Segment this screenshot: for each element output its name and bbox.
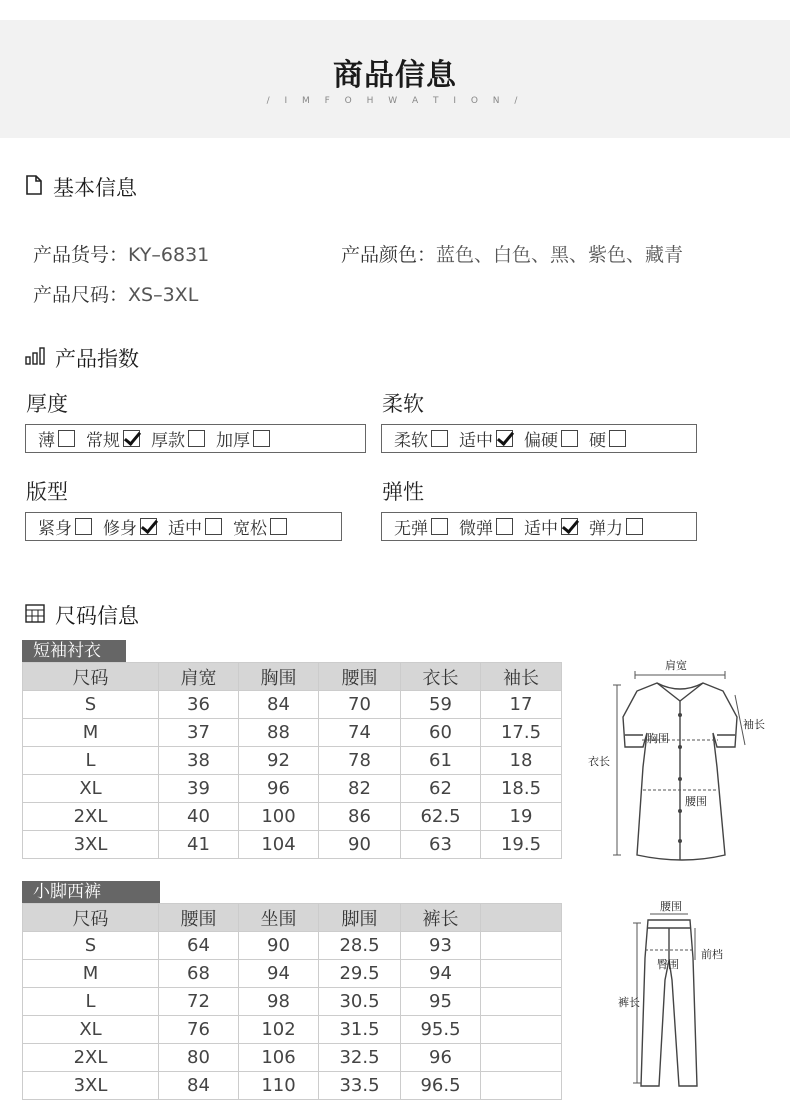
checkbox-checked-icon[interactable] <box>496 430 513 447</box>
table-cell: 2XL <box>23 803 159 831</box>
table-cell: 33.5 <box>319 1072 401 1100</box>
size-info-heading: 尺码信息 <box>25 600 139 630</box>
index-option[interactable] <box>459 514 513 539</box>
table-cell: 37 <box>159 719 239 747</box>
table-cell <box>481 1016 562 1044</box>
table-cell: 19 <box>481 803 562 831</box>
index-group-options <box>25 424 366 453</box>
table-cell: 94 <box>239 960 319 988</box>
table-cell: 95.5 <box>401 1016 481 1044</box>
table-cell: 41 <box>159 831 239 859</box>
table-cell: 32.5 <box>319 1044 401 1072</box>
table-cell: 90 <box>319 831 401 859</box>
table-row <box>23 803 562 831</box>
table-cell: 96 <box>401 1044 481 1072</box>
checkbox-checked-icon[interactable] <box>561 518 578 535</box>
table-header-cell: 尺码 <box>23 663 159 691</box>
table-cell: 62 <box>401 775 481 803</box>
checkbox-checked-icon[interactable] <box>140 518 157 535</box>
index-option-label: 适中 <box>168 519 202 539</box>
shirt-label-waist: 腰围 <box>685 795 707 808</box>
index-option-label: 适中 <box>524 519 558 539</box>
table-cell: 63 <box>401 831 481 859</box>
index-option[interactable] <box>216 426 270 451</box>
table-cell: M <box>23 719 159 747</box>
size-range-field: 产品尺码：XS–3XL <box>33 284 199 306</box>
table-cell: 31.5 <box>319 1016 401 1044</box>
index-option-label: 硬 <box>589 431 606 451</box>
table-cell <box>481 988 562 1016</box>
table-cell <box>481 960 562 988</box>
index-option-label: 加厚 <box>216 431 250 451</box>
table-cell: 88 <box>239 719 319 747</box>
page-title: 商品信息 <box>333 58 457 93</box>
shirt-label-shoulder: 肩宽 <box>665 659 687 672</box>
calendar-grid-icon <box>25 603 45 628</box>
index-option[interactable] <box>233 514 287 539</box>
table-cell: 62.5 <box>401 803 481 831</box>
table-header-cell: 坐围 <box>239 904 319 932</box>
checkbox-empty-icon[interactable] <box>609 430 626 447</box>
index-option-label: 厚款 <box>151 431 185 451</box>
table-cell: 28.5 <box>319 932 401 960</box>
table-cell: 18 <box>481 747 562 775</box>
index-option-label: 宽松 <box>233 519 267 539</box>
index-option-label: 薄 <box>38 431 55 451</box>
table-cell: 40 <box>159 803 239 831</box>
table-header-cell: 腰围 <box>159 904 239 932</box>
shirt-diagram <box>585 655 785 870</box>
table-cell: 64 <box>159 932 239 960</box>
index-option-label: 适中 <box>459 431 493 451</box>
pants-diagram <box>615 898 740 1093</box>
table-cell: 59 <box>401 691 481 719</box>
index-option[interactable] <box>168 514 222 539</box>
table-cell: 29.5 <box>319 960 401 988</box>
checkbox-empty-icon[interactable] <box>253 430 270 447</box>
table-cell: 98 <box>239 988 319 1016</box>
table-cell: 110 <box>239 1072 319 1100</box>
table-cell: XL <box>23 775 159 803</box>
table-cell: 104 <box>239 831 319 859</box>
table-cell <box>481 1072 562 1100</box>
index-group-label: 柔软 <box>382 392 424 416</box>
pants-label-waist: 腰围 <box>660 900 682 913</box>
checkbox-empty-icon[interactable] <box>496 518 513 535</box>
pants-tag: 小脚西裤 <box>22 881 160 903</box>
sku-field: 产品货号：KY–6831 <box>33 244 210 266</box>
index-option[interactable] <box>394 514 448 539</box>
table-cell: 39 <box>159 775 239 803</box>
shirt-size-table <box>22 662 562 859</box>
index-group-label: 弹性 <box>382 480 424 504</box>
table-cell: 102 <box>239 1016 319 1044</box>
index-option-label: 无弹 <box>394 519 428 539</box>
table-header-cell: 胸围 <box>239 663 319 691</box>
table-cell: 68 <box>159 960 239 988</box>
table-cell: 96.5 <box>401 1072 481 1100</box>
index-option[interactable] <box>589 514 643 539</box>
table-cell: 96 <box>239 775 319 803</box>
pants-label-hip: 臀围 <box>657 958 679 971</box>
color-field: 产品颜色：蓝色、白色、黑、紫色、藏青 <box>341 244 684 266</box>
index-option[interactable] <box>103 514 157 539</box>
table-cell: 82 <box>319 775 401 803</box>
table-cell: 17.5 <box>481 719 562 747</box>
pants-size-table <box>22 903 562 1100</box>
index-option[interactable] <box>38 514 92 539</box>
table-cell: 76 <box>159 1016 239 1044</box>
table-cell: 95 <box>401 988 481 1016</box>
table-cell: 80 <box>159 1044 239 1072</box>
table-cell: 74 <box>319 719 401 747</box>
table-cell: 19.5 <box>481 831 562 859</box>
table-row <box>23 932 562 960</box>
index-option[interactable] <box>38 426 75 451</box>
page-subtitle: / I M F O H W A T I O N / <box>266 96 524 106</box>
table-header-row <box>23 663 562 691</box>
table-header-cell: 腰围 <box>319 663 401 691</box>
index-option-label: 弹力 <box>589 519 623 539</box>
table-cell: L <box>23 747 159 775</box>
index-group-options <box>381 512 697 541</box>
product-index-heading: 产品指数 <box>25 343 139 373</box>
table-cell: 60 <box>401 719 481 747</box>
table-cell: 90 <box>239 932 319 960</box>
table-header-cell <box>481 904 562 932</box>
index-option[interactable] <box>151 426 205 451</box>
index-option[interactable] <box>459 426 513 451</box>
table-row <box>23 719 562 747</box>
shirt-label-chest: 胸围 <box>647 732 669 745</box>
table-cell: 61 <box>401 747 481 775</box>
table-cell: 3XL <box>23 1072 159 1100</box>
index-group-options <box>25 512 342 541</box>
index-group-label: 版型 <box>26 480 68 504</box>
index-option[interactable] <box>524 426 578 451</box>
table-cell: 36 <box>159 691 239 719</box>
pants-label-rise: 前档 <box>701 948 723 961</box>
index-option-label: 偏硬 <box>524 431 558 451</box>
table-row <box>23 988 562 1016</box>
index-option[interactable] <box>524 514 578 539</box>
table-cell: 78 <box>319 747 401 775</box>
table-row <box>23 691 562 719</box>
table-cell: 93 <box>401 932 481 960</box>
table-cell: 84 <box>159 1072 239 1100</box>
table-cell <box>481 1044 562 1072</box>
table-cell: 100 <box>239 803 319 831</box>
checkbox-empty-icon[interactable] <box>270 518 287 535</box>
table-cell: M <box>23 960 159 988</box>
checkbox-empty-icon[interactable] <box>561 430 578 447</box>
index-group-label: 厚度 <box>26 392 68 416</box>
shirt-label-length: 衣长 <box>588 755 610 768</box>
table-row <box>23 775 562 803</box>
basic-info-heading: 基本信息 <box>25 172 137 202</box>
table-cell: 106 <box>239 1044 319 1072</box>
table-cell: 84 <box>239 691 319 719</box>
checkbox-empty-icon[interactable] <box>205 518 222 535</box>
checkbox-empty-icon[interactable] <box>58 430 75 447</box>
table-cell: S <box>23 932 159 960</box>
index-option[interactable] <box>86 426 140 451</box>
bar-chart-icon <box>25 346 45 370</box>
table-cell: 72 <box>159 988 239 1016</box>
shirt-label-sleeve: 袖长 <box>743 718 765 731</box>
table-cell: 3XL <box>23 831 159 859</box>
table-cell: 86 <box>319 803 401 831</box>
table-row <box>23 831 562 859</box>
pants-label-length: 裤长 <box>618 996 640 1009</box>
table-cell: XL <box>23 1016 159 1044</box>
checkbox-empty-icon[interactable] <box>75 518 92 535</box>
index-option-label: 常规 <box>86 431 120 451</box>
index-option-label: 修身 <box>103 519 137 539</box>
table-header-cell: 尺码 <box>23 904 159 932</box>
index-option-label: 紧身 <box>38 519 72 539</box>
table-header-cell: 肩宽 <box>159 663 239 691</box>
table-header-cell: 袖长 <box>481 663 562 691</box>
table-row <box>23 960 562 988</box>
table-header-cell: 脚围 <box>319 904 401 932</box>
table-header-row <box>23 904 562 932</box>
table-cell: 2XL <box>23 1044 159 1072</box>
table-cell: 38 <box>159 747 239 775</box>
checkbox-empty-icon[interactable] <box>188 430 205 447</box>
checkbox-empty-icon[interactable] <box>431 430 448 447</box>
table-cell: 18.5 <box>481 775 562 803</box>
shirt-tag: 短袖衬衣 <box>22 640 126 662</box>
table-row <box>23 1016 562 1044</box>
table-cell: L <box>23 988 159 1016</box>
index-option-label: 柔软 <box>394 431 428 451</box>
table-row <box>23 1044 562 1072</box>
index-option[interactable] <box>394 426 448 451</box>
table-row <box>23 747 562 775</box>
table-header-cell: 裤长 <box>401 904 481 932</box>
table-cell <box>481 932 562 960</box>
document-icon <box>25 175 43 200</box>
index-option-label: 微弹 <box>459 519 493 539</box>
checkbox-empty-icon[interactable] <box>626 518 643 535</box>
index-option[interactable] <box>589 426 626 451</box>
index-group-options <box>381 424 697 453</box>
table-header-cell: 衣长 <box>401 663 481 691</box>
table-cell: 70 <box>319 691 401 719</box>
table-row <box>23 1072 562 1100</box>
table-cell: 94 <box>401 960 481 988</box>
table-cell: 30.5 <box>319 988 401 1016</box>
checkbox-empty-icon[interactable] <box>431 518 448 535</box>
table-cell: S <box>23 691 159 719</box>
table-cell: 92 <box>239 747 319 775</box>
checkbox-checked-icon[interactable] <box>123 430 140 447</box>
table-cell: 17 <box>481 691 562 719</box>
